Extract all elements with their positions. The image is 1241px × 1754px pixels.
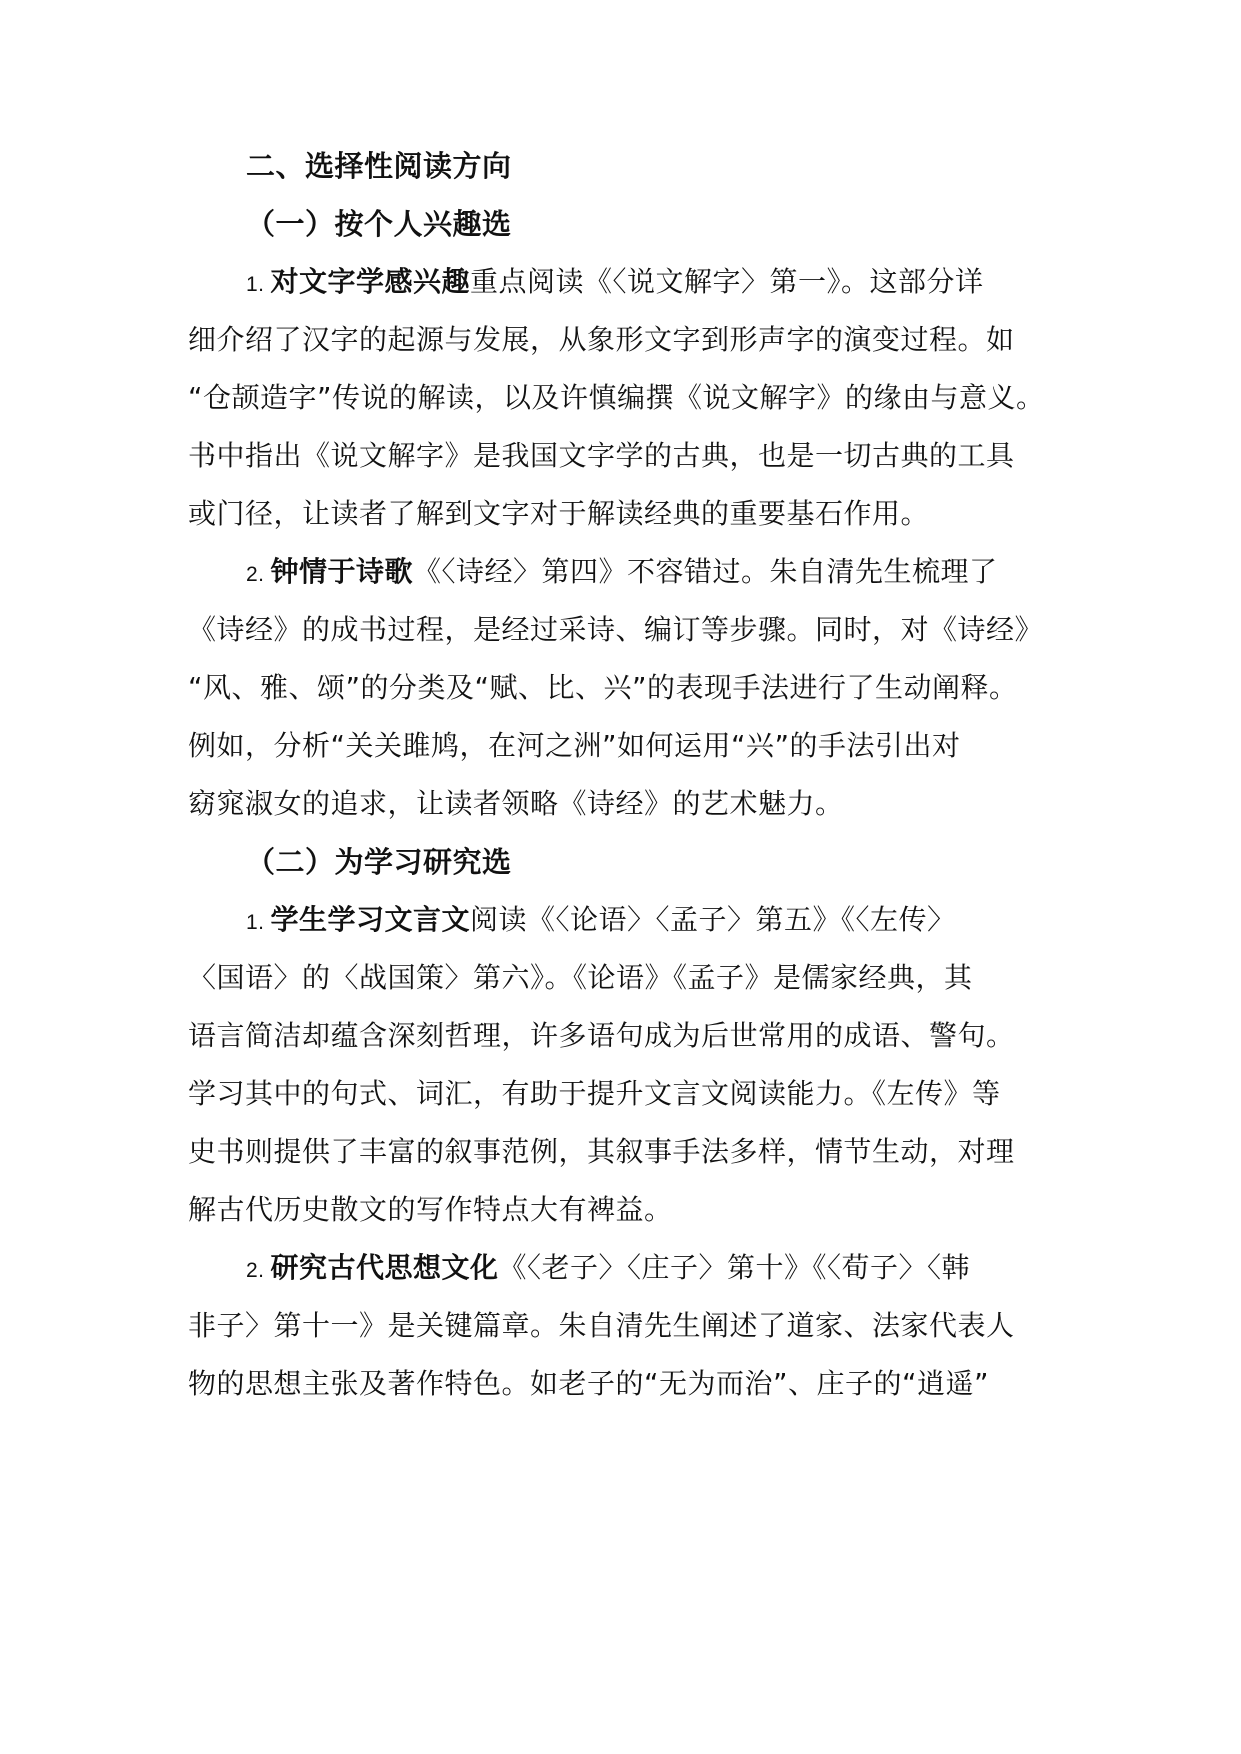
paragraph-4-line-3: 物的思想主张及著作特色。如老子的“无为而治”、庄子的“逍遥” xyxy=(188,1367,990,1400)
paragraph-text: 《〈诗经〉第四》不容错过。朱自清先生梳理了 xyxy=(413,555,998,588)
paragraph-3-line-2: 〈国语〉的〈战国策〉第六》。《论语》《孟子》是儒家经典，其 xyxy=(188,961,973,994)
paragraph-2-line-5: 窈窕淑女的追求，让读者领略《诗经》的艺术魅力。 xyxy=(188,787,844,820)
item-bold-lead: 学生学习文言文 xyxy=(270,903,471,936)
paragraph-text: 阅读《〈论语〉〈孟子〉第五》《〈左传〉 xyxy=(470,903,956,936)
paragraph-1-line-2: 细介绍了汉字的起源与发展，从象形文字到形声字的演变过程。如 xyxy=(188,323,1015,356)
paragraph-3-line-3: 语言简洁却蕴含深刻哲理，许多语句成为后世常用的成语、警句。 xyxy=(188,1019,1015,1052)
item-bold-lead: 研究古代思想文化 xyxy=(270,1251,499,1284)
item-number: 1. xyxy=(246,911,265,934)
paragraph-2-line-2: 《诗经》的成书过程，是经过采诗、编订等步骤。同时，对《诗经》 xyxy=(188,613,1044,646)
paragraph-1-line-4: 书中指出《说文解字》是我国文字学的古典，也是一切古典的工具 xyxy=(188,439,1015,472)
paragraph-1-line-1 xyxy=(246,262,984,305)
paragraph-4-line-2: 非子〉第十一》是关键篇章。朱自清先生阐述了道家、法家代表人 xyxy=(188,1309,1015,1342)
item-number: 2. xyxy=(246,1259,265,1282)
item-bold-lead: 钟情于诗歌 xyxy=(270,555,414,588)
item-bold-lead: 对文字学感兴趣 xyxy=(270,265,471,298)
subsection-heading-1: （一）按个人兴趣选 xyxy=(246,207,512,241)
paragraph-3-line-1 xyxy=(246,900,956,943)
item-number: 2. xyxy=(246,563,265,586)
paragraph-3-line-6: 解古代历史散文的写作特点大有裨益。 xyxy=(188,1193,673,1226)
paragraph-2-line-3: “风、雅、颂”的分类及“赋、比、兴”的表现手法进行了生动阐释。 xyxy=(188,671,1018,704)
paragraph-text: 重点阅读《〈说文解字〉第一》。这部分详 xyxy=(470,265,984,298)
paragraph-1-line-5: 或门径，让读者了解到文字对于解读经典的重要基石作用。 xyxy=(188,497,930,530)
section-heading: 二、选择性阅读方向 xyxy=(246,149,512,183)
paragraph-3-line-4: 学习其中的句式、词汇，有助于提升文言文阅读能力。《左传》等 xyxy=(188,1077,1001,1110)
paragraph-3-line-5: 史书则提供了丰富的叙事范例，其叙事手法多样，情节生动，对理 xyxy=(188,1135,1015,1168)
paragraph-2-line-1 xyxy=(246,552,998,595)
item-number: 1. xyxy=(246,273,265,296)
paragraph-4-line-1 xyxy=(246,1248,970,1291)
paragraph-1-line-3: “仓颉造字”传说的解读，以及许慎编撰《说文解字》的缘由与意义。 xyxy=(188,381,1045,414)
paragraph-2-line-4: 例如，分析“关关雎鸠，在河之洲”如何运用“兴”的手法引出对 xyxy=(188,729,961,762)
paragraph-text: 《〈老子〉〈庄子〉第十》《〈荀子〉〈韩 xyxy=(498,1251,971,1284)
subsection-heading-2: （二）为学习研究选 xyxy=(246,845,512,879)
